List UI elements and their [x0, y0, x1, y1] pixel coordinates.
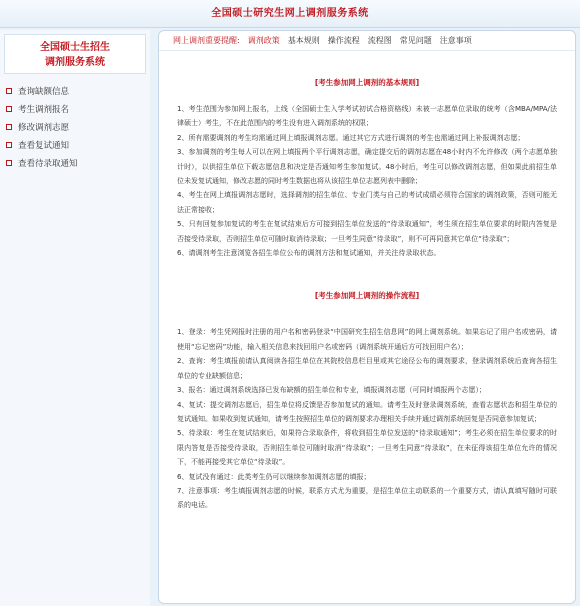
- square-bullet-icon: [6, 142, 12, 148]
- rules-para: 4、考生在网上填报调剂志愿时，选择调剂的招生单位、专业门类与自己的考试成绩必须符合国家的调剂政策，否则可能无法正常接收；: [177, 191, 557, 214]
- process-para: 7、注意事项：考生填报调剂志愿的时候，联系方式尤为重要，是招生单位主动联系的一个重要方式，请认真填写随时可联系的电话。: [177, 486, 557, 510]
- process-title: [考生参加网上调剂的操作流程]: [314, 291, 420, 301]
- sidebar-item-apply[interactable]: [6, 100, 150, 118]
- process-section: [159, 290, 575, 512]
- rules-para: 6、请调剂考生注意浏览各招生单位公布的调剂方法和复试通知，并关注待录取状态。: [177, 249, 441, 258]
- process-para: 4、复试：提交调剂志愿后，招生单位将反馈是否参加复试的通知。请考生及时登录调剂系统，查看志愿状态和招生单位的复试通知。如果收到复试通知，请考生按照招生单位的调剂要求办理相关手续并通过调剂系统回复是否同意参加复试；: [177, 400, 557, 423]
- process-para: 3、报名：通过调剂系统选择已发布缺额的招生单位和专业，填报调剂志愿（可同时填报两个志愿）；: [177, 386, 486, 395]
- sidebar-title-line2: 调剂服务系统: [45, 57, 105, 68]
- sidebar-nav: [0, 82, 150, 172]
- top-header: [0, 0, 580, 28]
- tab-flowchart[interactable]: 流程图: [367, 36, 392, 45]
- tab-process[interactable]: 操作流程: [327, 36, 360, 45]
- process-para: 1、登录：考生凭网报时注册的用户名和密码登录“中国研究生招生信息网”的网上调剂系统。如果忘记了用户名或密码，请使用“忘记密码”功能，输入相关信息来找回用户名或密码（调剂系统开通后方可找回用户名）；: [177, 328, 557, 351]
- sidebar-item-query-vacancy[interactable]: [6, 82, 150, 100]
- sidebar-item-retest-notice[interactable]: [6, 136, 150, 154]
- process-para: 6、复试没有通过：此类考生仍可以继续参加调剂志愿的填报；: [177, 472, 371, 481]
- sidebar-item-admission-notice[interactable]: [6, 154, 150, 172]
- rules-para: 5、只有回复参加复试的考生在复试结束后方可接到招生单位发送的“待录取通知”，考生须在招生单位要求的时限内答复是否接受待录取，否则招生单位可随时取消待录取；一旦考生同意“待录取”，则不可再同意其它单位“待录取”；: [177, 220, 557, 243]
- tab-basic-rules[interactable]: 基本规则: [287, 36, 320, 45]
- site-title: 全国硕士研究生网上调剂服务系统: [211, 8, 369, 19]
- rules-title: [考生参加网上调剂的基本规则]: [314, 78, 420, 87]
- main-content: [158, 30, 576, 604]
- sidebar-item-modify[interactable]: [6, 118, 150, 136]
- sidebar-title-box: [4, 34, 146, 74]
- sidebar-item-label[interactable]: 查看复试通知: [18, 141, 70, 151]
- tab-notes[interactable]: 注意事项: [439, 36, 472, 45]
- sidebar-item-label[interactable]: 查看待录取通知: [18, 159, 78, 169]
- square-bullet-icon: [6, 106, 12, 112]
- rules-para: 1、考生范围为参加网上报名，上线（全国硕士生入学考试初试合格资格线）未被一志愿单位录取的统考（含MBA/MPA/法律硕士）考生，不在此范围内的考生没有进入调剂系统的权限；: [177, 105, 557, 128]
- process-para: 5、待录取：考生在复试结束后，如果符合录取条件，将收到招生单位发送的“待录取通知”；考生必须在招生单位要求的时限内答复是否接受待录取，否则招生单位可随时取消“待录取”；一旦考生同意“待录取”，在未征得该招生单位允许的情况下，不能再接受其它单位“待录取”。: [177, 429, 557, 467]
- tab-faq[interactable]: 常见问题: [399, 36, 432, 45]
- tab-bar: [159, 31, 575, 51]
- square-bullet-icon: [6, 124, 12, 130]
- square-bullet-icon: [6, 160, 12, 166]
- sidebar-item-label[interactable]: 修改调剂志愿: [18, 123, 70, 133]
- sidebar: [0, 30, 150, 606]
- process-para: 2、查询：考生填报前请认真阅读各招生单位在其院校信息栏目里或其它途径公布的调剂要求，登录调剂系统后查询各招生单位的专业缺额信息；: [177, 357, 557, 380]
- tab-bar-lead: 网上调剂重要提醒:: [173, 36, 240, 45]
- square-bullet-icon: [6, 88, 12, 94]
- tab-policy[interactable]: 调剂政策: [247, 36, 280, 45]
- rules-para: 3、参加调剂的考生每人可以在网上填报两个平行调剂志愿，确定提交后的调剂志愿在48小时内不允许修改（两个志愿单独计时），以供招生单位下载志愿信息和决定是否通知考生参加复试。48小时后，考生可以修改调剂志愿，但如果此前招生单位未发复试通知，修改志愿的同时考生数据也将从该招生单位志愿列表中删除；: [177, 148, 557, 186]
- rules-section: [159, 77, 575, 260]
- sidebar-item-label[interactable]: 考生调剂报名: [18, 105, 70, 115]
- sidebar-item-label[interactable]: 查询缺额信息: [18, 87, 70, 97]
- sidebar-title-line1: 全国硕士生招生: [40, 42, 110, 53]
- rules-para: 2、所有需要调剂的考生均需通过网上填报调剂志愿。通过其它方式进行调剂的考生也需通过网上补报调剂志愿；: [177, 133, 525, 142]
